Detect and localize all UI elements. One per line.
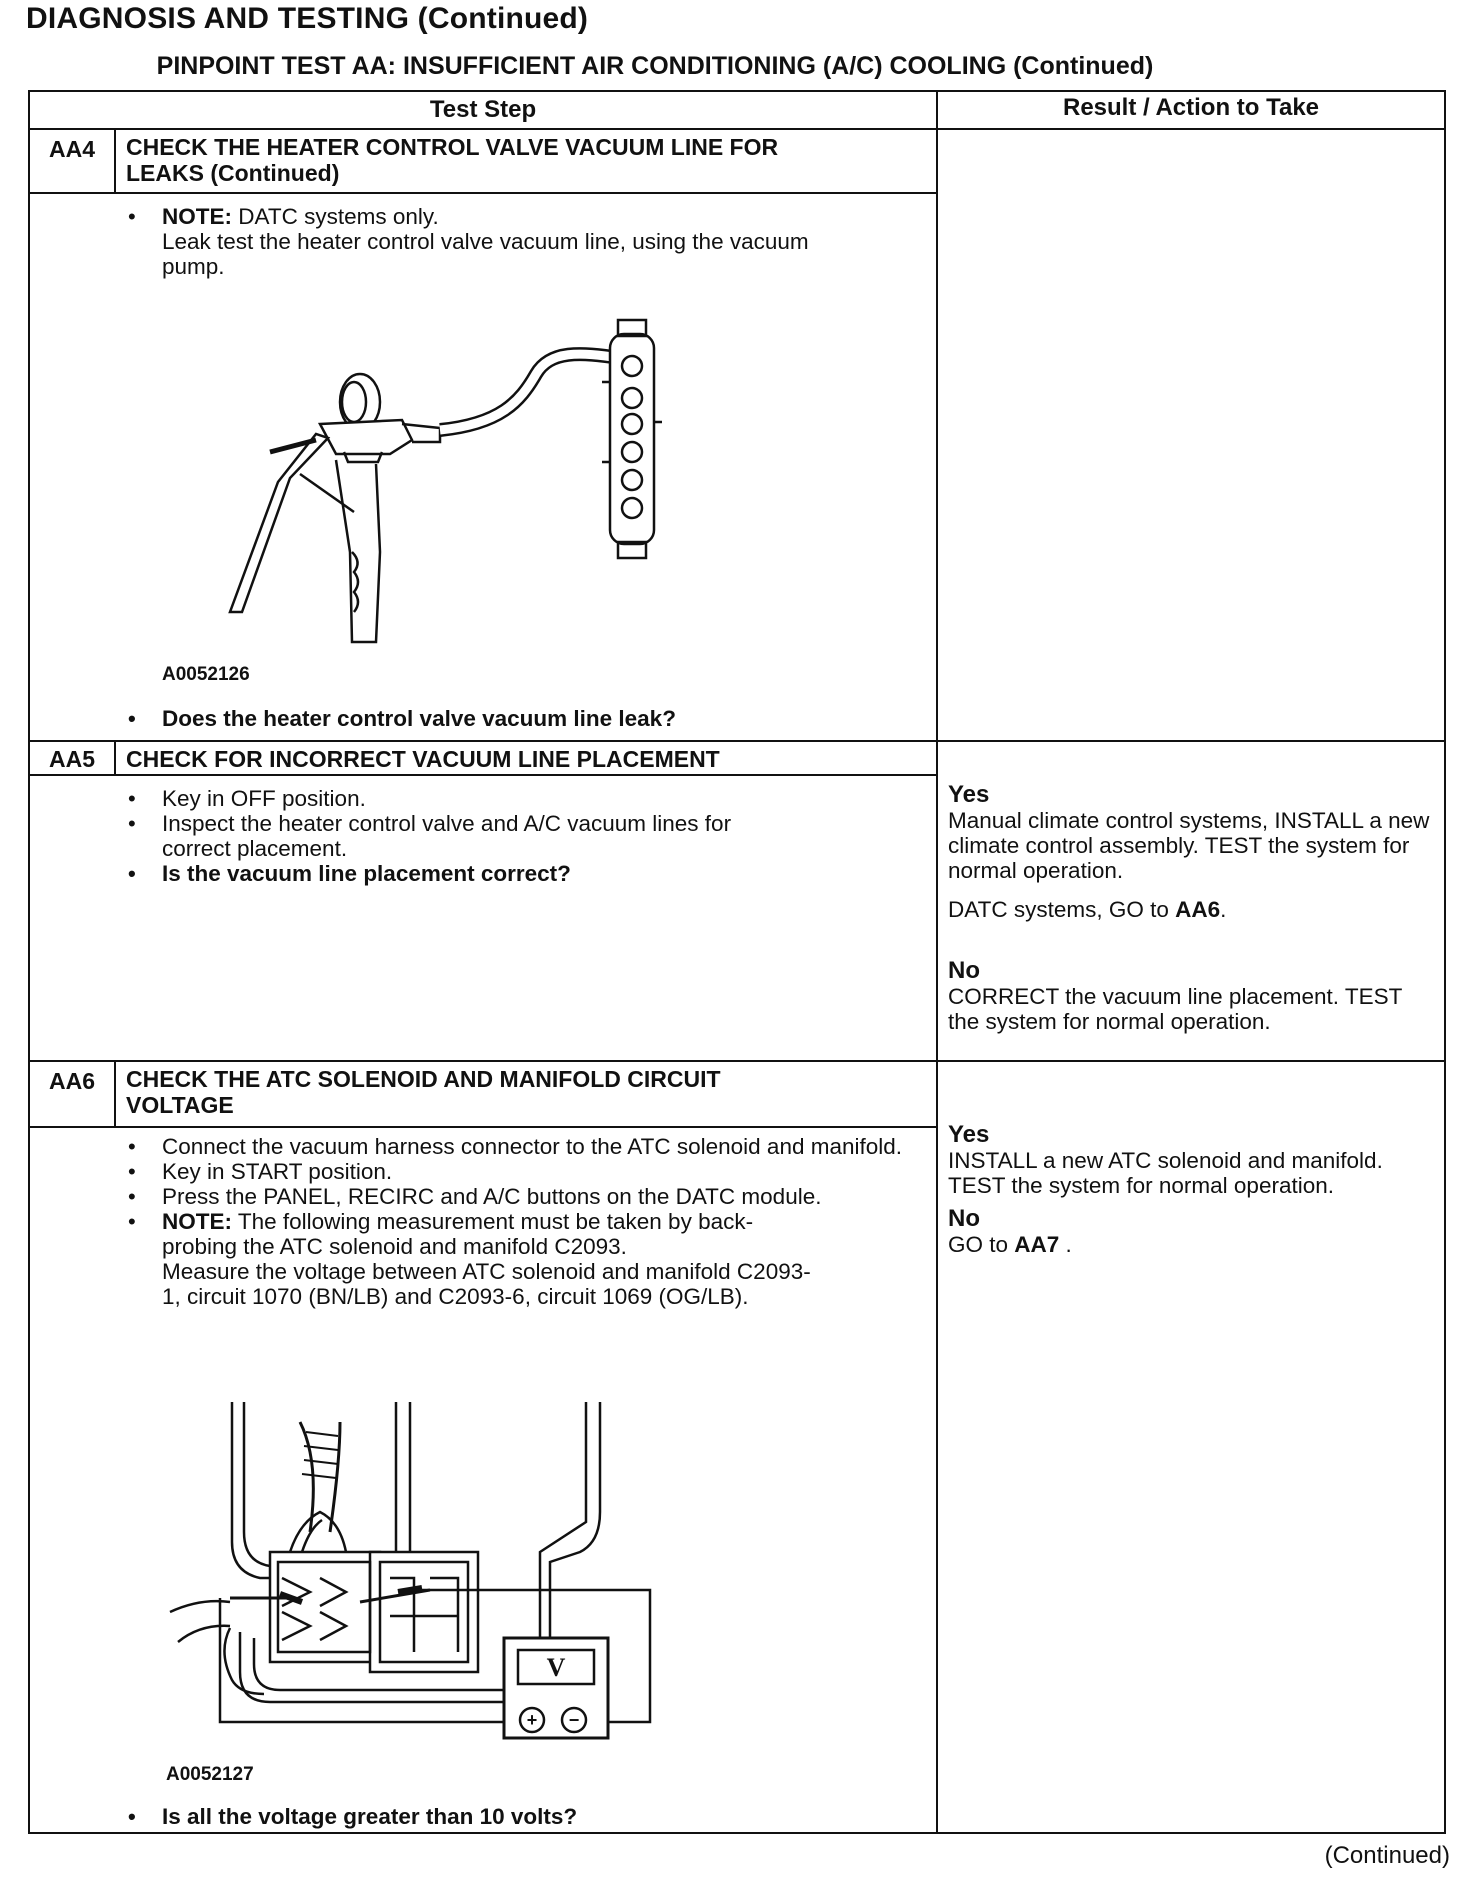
figure-code-aa6: A0052127 (166, 1764, 254, 1785)
header-test-step: Test Step (429, 96, 537, 123)
figure-code-aa4: A0052126 (162, 664, 250, 685)
page-title: DIAGNOSIS AND TESTING (Continued) (26, 2, 589, 35)
list-item: • Key in OFF position. (124, 786, 804, 811)
step-body-aa5 (124, 786, 804, 886)
voltmeter-display-label: V (546, 1653, 566, 1682)
list-item: • NOTE: DATC systems only. (124, 204, 924, 229)
list-item: • Does the heater control valve vacuum line leak? (124, 706, 924, 731)
row-divider (30, 128, 1444, 130)
list-item: • Is the vacuum line placement correct? (124, 861, 804, 886)
yes-action: INSTALL a new ATC solenoid and manifold. TEST the system for normal operation. (948, 1148, 1383, 1198)
list-item: • Press the PANEL, RECIRC and A/C buttons on the DATC module. (124, 1184, 822, 1209)
no-action: GO to AA7 . (948, 1232, 1072, 1257)
step-body-aa6 (124, 1134, 924, 1309)
row-divider (30, 1060, 1444, 1062)
step-body-aa4 (124, 204, 924, 279)
yes-label: Yes (948, 1121, 990, 1148)
instruction-text: Measure the voltage between ATC solenoid and manifold C2093-1, circuit 1070 (BN/LB) and C2093-6, circuit 1069 (OG/LB). (162, 1259, 811, 1309)
continued-footer: (Continued) (1324, 1842, 1450, 1869)
step-id-aa6: AA6 (48, 1068, 95, 1094)
pinpoint-test-table (28, 90, 1446, 1834)
vacuum-pump-illustration (140, 312, 780, 672)
list-item: • NOTE: The following measurement must be taken by back-probing the ATC solenoid and manifold C2093. (124, 1209, 822, 1259)
step-id-aa5: AA5 (48, 746, 95, 772)
step-question-aa6 (124, 1804, 924, 1829)
header-result-action: Result / Action to Take (1062, 94, 1320, 121)
row-divider (30, 774, 936, 776)
no-label: No (948, 1205, 980, 1232)
voltmeter-backprobe-illustration (170, 1402, 770, 1742)
step-id-divider (114, 742, 116, 774)
yes-action: Manual climate control systems, INSTALL a new climate control assembly. TEST the system for normal operation. (948, 808, 1430, 883)
step-id-divider (114, 130, 116, 192)
row-divider (30, 192, 936, 194)
pinpoint-test-title: PINPOINT TEST AA: INSUFFICIENT AIR CONDITIONING (A/C) COOLING (Continued) (156, 52, 1154, 80)
row-divider (30, 1126, 936, 1128)
list-item: • Is all the voltage greater than 10 volts? (124, 1804, 924, 1829)
yes-action-datc: DATC systems, GO to AA6. (948, 897, 1227, 922)
no-label: No (948, 957, 980, 984)
step-id-divider (114, 1062, 116, 1128)
yes-label: Yes (948, 781, 990, 808)
step-title-aa6: CHECK THE ATC SOLENOID AND MANIFOLD CIRCUIT VOLTAGE (126, 1066, 721, 1118)
list-item: • Inspect the heater control valve and A/C vacuum lines for correct placement. (124, 811, 804, 861)
result-aa6 (948, 1122, 1436, 1257)
negative-terminal-label: − (568, 1710, 580, 1730)
positive-terminal-label: + (526, 1710, 538, 1730)
instruction-text: Leak test the heater control valve vacuum line, using the vacuum pump. (162, 229, 809, 279)
step-question-aa4 (124, 706, 924, 731)
result-aa5 (948, 782, 1436, 1034)
no-action: CORRECT the vacuum line placement. TEST the system for normal operation. (948, 984, 1402, 1034)
list-item: • Key in START position. (124, 1159, 914, 1184)
list-item: • Connect the vacuum harness connector to the ATC solenoid and manifold. (124, 1134, 914, 1159)
column-divider (936, 92, 938, 1832)
step-title-aa4: CHECK THE HEATER CONTROL VALVE VACUUM LINE FOR LEAKS (Continued) (126, 134, 779, 186)
row-divider (30, 740, 1444, 742)
step-title-aa5: CHECK FOR INCORRECT VACUUM LINE PLACEMENT (126, 746, 720, 772)
step-id-aa4: AA4 (48, 136, 95, 162)
